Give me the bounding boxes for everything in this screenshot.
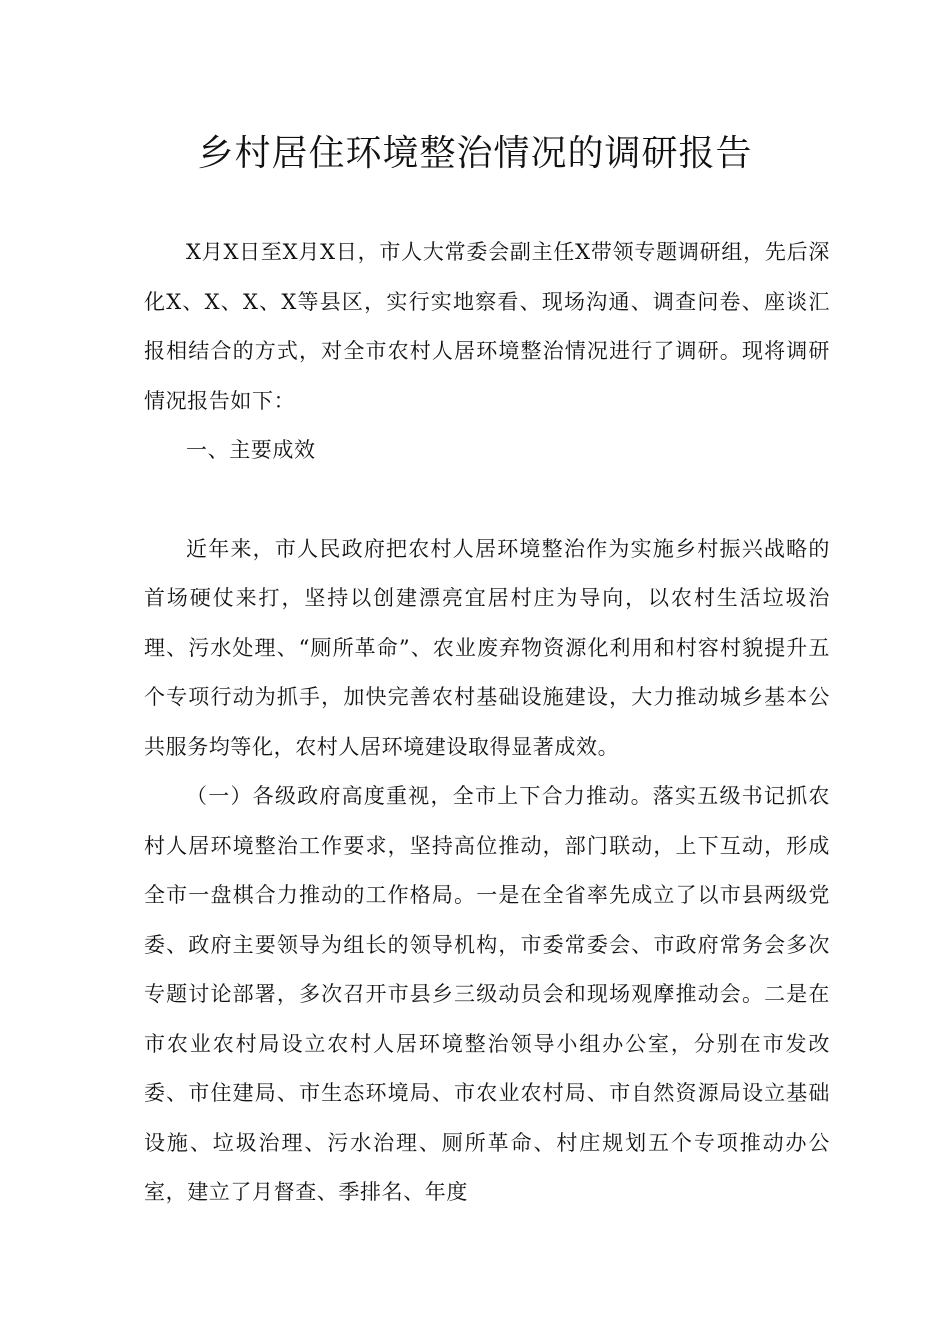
intro-paragraph: X月X日至X月X日，市人大常委会副主任X带领专题调研组，先后深化X、X、X、X等县区，实行实地察看、现场沟通、调查问卷、座谈汇报相结合的方式，对全市农村人居环境整治情况进行了调研。现将调研情况报告如下：	[144, 240, 830, 413]
document-title: 乡村居住环境整治情况的调研报告	[197, 133, 753, 174]
document-body	[144, 228, 830, 1218]
paragraph-gap	[144, 476, 830, 525]
body-paragraph-1: 近年来，市人民政府把农村人居环境整治作为实施乡村振兴战略的首场硬仗来打，坚持以创建漂亮宜居村庄为导向，以农村生活垃圾治理、污水处理、“厕所革命”、农业废弃物资源化利用和村容村貌提升五个专项行动为抓手，加快完善农村基础设施建设，大力推动城乡基本公共服务均等化，农村人居环境建设取得显著成效。	[144, 536, 830, 759]
section-heading: 一、主要成效	[186, 438, 316, 462]
body-paragraph-2: （一）各级政府高度重视，全市上下合力推动。落实五级书记抓农村人居环境整治工作要求，坚持高位推动，部门联动，上下互动，形成全市一盘棋合力推动的工作格局。一是在全省率先成立了以市县两级党委、政府主要领导为组长的领导机构，市委常委会、市政府常务会多次专题讨论部署，多次召开市县乡三级动员会和现场观摩推动会。二是在市农业农村局设立农村人居环境整治领导小组办公室，分别在市发改委、市住建局、市生态环境局、市农业农村局、市自然资源局设立基础设施、垃圾治理、污水治理、厕所革命、村庄规划五个专项推动办公室，建立了月督查、季排名、年度	[144, 784, 830, 1204]
